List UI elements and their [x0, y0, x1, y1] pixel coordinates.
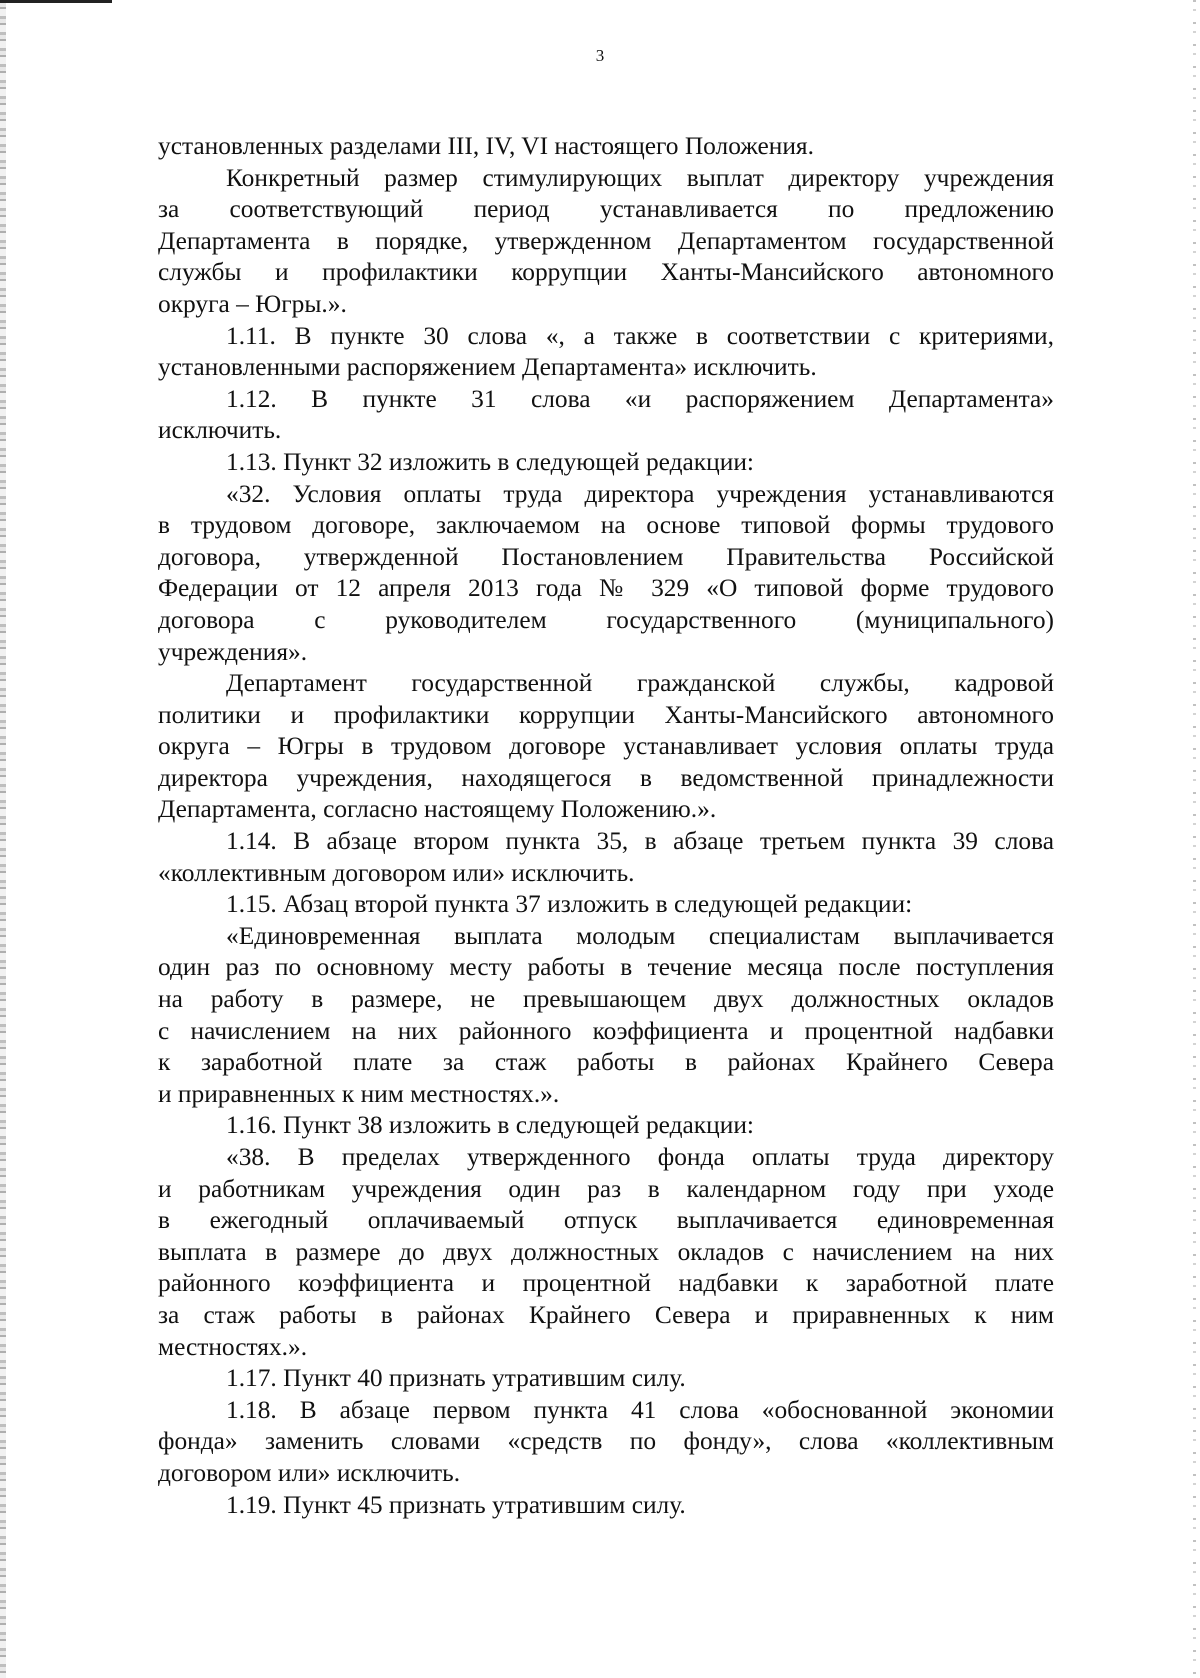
text-line: округа – Югры в трудовом договоре устанавливает условия оплаты труда	[158, 732, 1054, 761]
scan-edge-top	[0, 0, 112, 3]
text-line: с начислением на них районного коэффициента и процентной надбавки	[158, 1016, 1054, 1045]
text-line: установленных разделами III, IV, VI настоящего Положения.	[158, 132, 814, 160]
text-line: 1.18. В абзаце первом пункта 41 слова «обоснованной экономии	[226, 1395, 1054, 1424]
text-line: политики и профилактики коррупции Ханты-Мансийского автономного	[158, 700, 1054, 729]
text-line: в трудовом договоре, заключаемом на основе типовой формы трудового	[158, 511, 1054, 540]
text-line: 1.12. В пункте 31 слова «и распоряжением Департамента»	[226, 384, 1054, 413]
text-line: один раз по основному месту работы в течение месяца после поступления	[158, 953, 1054, 982]
paragraph	[158, 1490, 1054, 1522]
paragraph	[158, 1142, 1054, 1363]
paragraph	[158, 1395, 1054, 1490]
text-line: 1.16. Пункт 38 изложить в следующей редакции:	[226, 1111, 754, 1140]
text-line: фонда» заменить словами «средств по фонду», слова «коллективным	[158, 1427, 1054, 1456]
text-line: выплата в размере до двух должностных окладов с начислением на них	[158, 1237, 1054, 1266]
paragraph	[158, 921, 1054, 1111]
paragraph	[158, 131, 1054, 163]
text-line: Конкретный размер стимулирующих выплат директору учреждения	[226, 163, 1054, 192]
paragraph	[158, 321, 1054, 384]
text-line: 1.11. В пункте 30 слова «, а также в соответствии с критериями,	[226, 321, 1054, 350]
paragraph	[158, 163, 1054, 321]
text-line: и работникам учреждения один раз в календарном году при уходе	[158, 1174, 1054, 1203]
text-line: 1.17. Пункт 40 признать утратившим силу.	[226, 1364, 686, 1393]
text-line: на работу в размере, не превышающем двух должностных окладов	[158, 985, 1054, 1014]
paragraph	[158, 479, 1054, 669]
text-line: договора, утвержденной Постановлением Правительства Российской	[158, 542, 1054, 571]
text-line: «Единовременная выплата молодым специалистам выплачивается	[226, 921, 1054, 950]
paragraph	[158, 1110, 1054, 1142]
page-number: 3	[595, 46, 605, 65]
paragraph	[158, 1363, 1054, 1395]
text-line: и приравненных к ним местностях.».	[158, 1079, 560, 1108]
text-line: 1.19. Пункт 45 признать утратившим силу.	[226, 1490, 686, 1519]
text-line: за соответствующий период устанавливается по предложению	[158, 195, 1054, 224]
scan-edge-right	[1193, 0, 1196, 1678]
text-line: Федерации от 12 апреля 2013 года № 329 «О типовой форме трудового	[158, 574, 1054, 603]
text-line: районного коэффициента и процентной надбавки к заработной плате	[158, 1269, 1054, 1298]
paragraph	[158, 447, 1054, 479]
paragraph	[158, 384, 1054, 447]
text-line: учреждения».	[158, 637, 308, 666]
text-line: 1.14. В абзаце втором пункта 35, в абзаце третьем пункта 39 слова	[226, 827, 1054, 856]
text-line: 1.13. Пункт 32 изложить в следующей редакции:	[226, 447, 754, 476]
text-line: в ежегодный оплачиваемый отпуск выплачивается единовременная	[158, 1206, 1054, 1235]
text-line: 1.15. Абзац второй пункта 37 изложить в следующей редакции:	[226, 890, 913, 919]
text-line: Департамента в порядке, утвержденном Департаментом государственной	[158, 226, 1054, 255]
text-line: «32. Условия оплаты труда директора учреждения устанавливаются	[226, 479, 1054, 508]
text-line: договором или» исключить.	[158, 1458, 461, 1487]
text-line: округа – Югры.».	[158, 289, 347, 318]
text-line: «38. В пределах утвержденного фонда оплаты труда директору	[226, 1143, 1054, 1171]
text-line: местностях.».	[158, 1332, 308, 1361]
text-line: Департамент государственной гражданской службы, кадровой	[226, 669, 1054, 698]
text-line: директора учреждения, находящегося в ведомственной принадлежности	[158, 763, 1054, 792]
text-line: договора с руководителем государственного (муниципального)	[158, 605, 1054, 634]
paragraph	[158, 826, 1054, 889]
document-body	[158, 131, 1054, 1521]
text-line: исключить.	[158, 416, 282, 445]
paragraph	[158, 668, 1054, 826]
text-line: Департамента, согласно настоящему Положению.».	[158, 795, 717, 824]
paragraph	[158, 889, 1054, 921]
text-line: службы и профилактики коррупции Ханты-Мансийского автономного	[158, 258, 1054, 287]
text-line: к заработной плате за стаж работы в районах Крайнего Севера	[158, 1048, 1054, 1077]
text-line: «коллективным договором или» исключить.	[158, 858, 635, 887]
text-line: установленными распоряжением Департамента» исключить.	[158, 353, 817, 382]
text-line: за стаж работы в районах Крайнего Севера и приравненных к ним	[158, 1300, 1054, 1329]
scan-edge-left	[0, 0, 6, 1678]
